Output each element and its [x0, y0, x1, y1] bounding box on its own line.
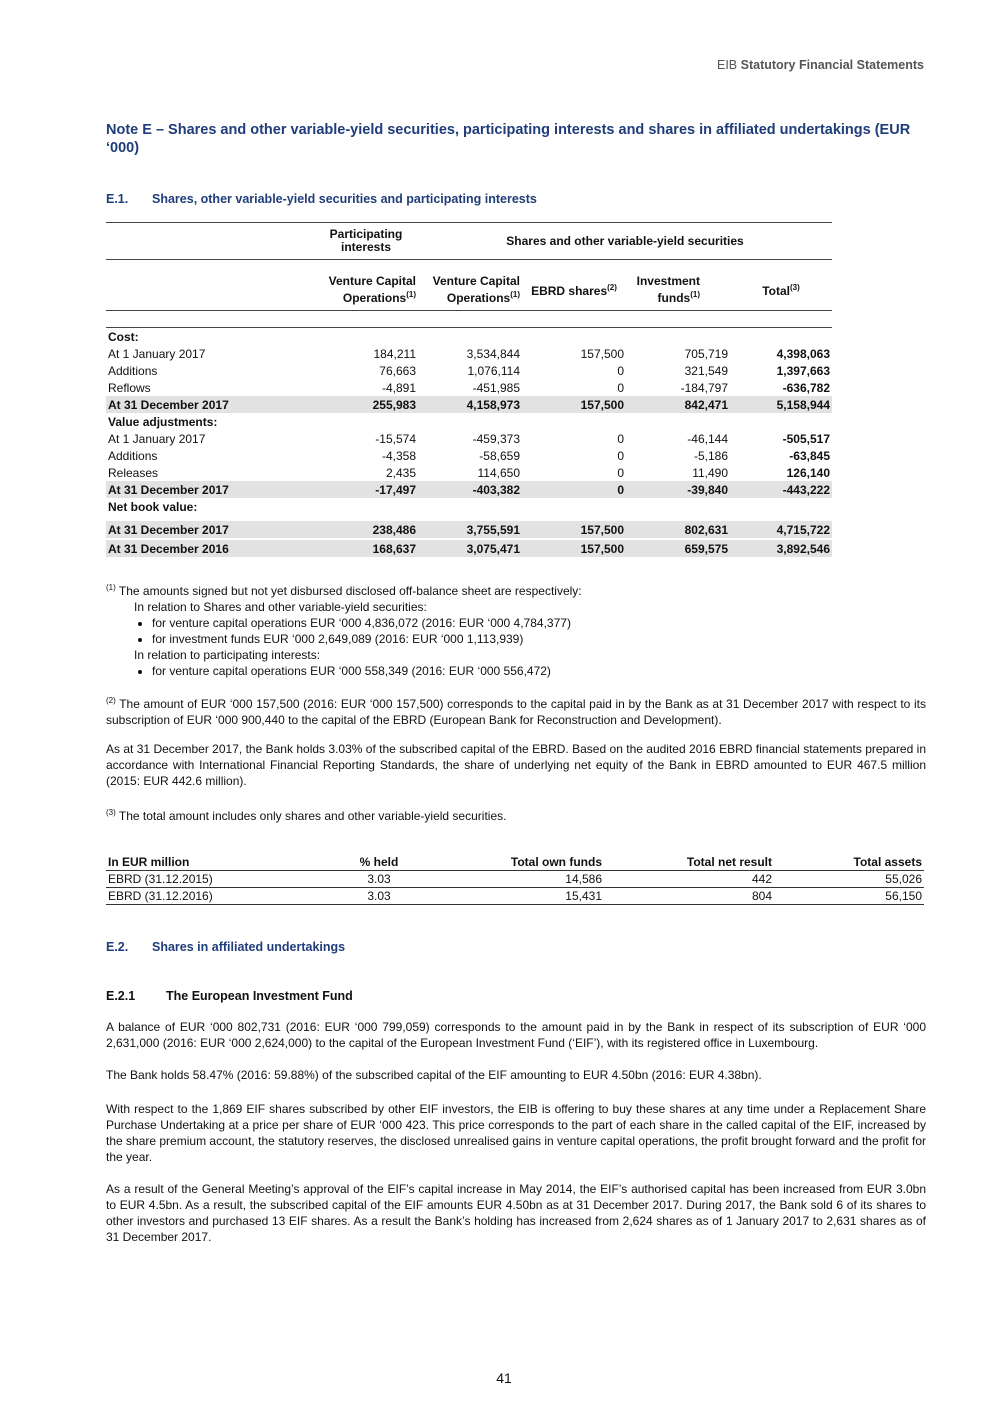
section-number: E.1.: [106, 192, 129, 206]
section-e2-heading: [106, 940, 345, 954]
list-item: • for investment funds EUR ‘000 2,649,089 (2016: EUR ‘000 1,113,939): [152, 631, 926, 647]
table-row: Additions -4,358 -58,659 0 -5,186 -63,845: [108, 448, 830, 463]
paragraph: The Bank holds 58.47% (2016: 59.88%) of the subscribed capital of the EIF amounting to EUR 4.50bn (2016: EUR 4.38bn).: [106, 1068, 762, 1082]
section-number: E.2.: [106, 940, 129, 954]
table-total-row: At 31 December 2016 168,637 3,075,471 157,500 659,575 3,892,546: [108, 541, 830, 556]
ebrd-table: [106, 855, 924, 905]
footnote-text: The amounts signed but not yet disbursed disclosed off-balance sheet are respectively:: [118, 584, 582, 598]
col-header-vc-shares: Venture Capital Operations$^{(1)}$: [418, 268, 522, 311]
list-item: • for venture capital operations EUR ‘000 558,349 (2016: EUR ‘000 556,472): [152, 663, 926, 679]
footnote-text: The total amount includes only shares and other variable-yield securities.: [118, 809, 507, 823]
section-title: The European Investment Fund: [166, 989, 353, 1003]
table-group-header-row: [106, 223, 832, 260]
col-header-total: Total$^{(3)}$: [730, 268, 832, 311]
table-row: At 1 January 2017 184,211 3,534,844 157,500 705,719 4,398,063: [108, 346, 830, 361]
footnote-subheading: In relation to Shares and other variable-yield securities:: [134, 600, 427, 614]
section-row-net-book-value: Net book value:: [108, 499, 198, 514]
section-e21-heading: [106, 989, 353, 1003]
col-header-ebrd: EBRD shares$^{(2)}$: [522, 268, 626, 311]
footnote-1: [106, 580, 926, 679]
section-title: Shares, other variable-yield securities and participating interests: [152, 192, 537, 206]
footnote-2: [106, 693, 926, 728]
table-row: Additions 76,663 1,076,114 0 321,549 1,397,663: [108, 363, 830, 378]
paragraph: A balance of EUR ‘000 802,731 (2016: EUR ‘000 799,059) corresponds to the amount paid in by the Bank in respect of its subscription of EUR ‘000 2,631,000 (2016: EUR ‘000 2,624,000) to the capital of the European Investment Fund (‘EIF’), with its registered office in Luxembourg.: [106, 1020, 926, 1050]
table-row: Reflows -4,891 -451,985 0 -184,797 -636,782: [108, 380, 830, 395]
col-header-vc-participating: Venture Capital Operations$^{(1)}$: [314, 268, 418, 311]
col-header-investment-funds: Investment funds$^{(1)}$: [626, 268, 730, 311]
footnote-text: The amount of EUR ‘000 157,500 (2016: EUR ‘000 157,500) corresponds to the capital paid in by the Bank as at 31 December 2017 with respect to its subscription of EUR ‘000 900,440 to the capital of the EBRD (European Bank for Reconstruction and Development).: [106, 697, 926, 727]
header-title: Statutory Financial Statements: [740, 58, 924, 72]
note-title: Note E – Shares and other variable-yield securities, participating interests and shares in affiliated undertakings (EUR ‘000): [106, 122, 911, 156]
empty-header-cell: [106, 223, 314, 260]
empty-header-cell: [106, 268, 314, 311]
paragraph: With respect to the 1,869 EIF shares subscribed by other EIF investors, the EIB is offering to buy these shares at any time under a Replacement Share Purchase Undertaking at a price per share of EUR ‘000 423. This price corresponds to the part of each share in the called capital of the EIF, increased by the share premium account, the statutory reserves, the disclosed unrealised gains in venture capital operations, the profit brought forward and the profit for the year.: [106, 1102, 926, 1164]
section-e1-heading: [106, 192, 537, 206]
footnote-marker: (3): [106, 808, 116, 817]
table-total-row: At 31 December 2017 238,486 3,755,591 157,500 802,631 4,715,722: [108, 522, 830, 537]
paragraph: As a result of the General Meeting’s approval of the EIF’s capital increase in May 2014, the EIF’s authorised capital has been increased from EUR 3.0bn to EUR 4.5bn. As a result, the subscribed capital of the EIF amounts EUR 4.50bn as at 31 December 2017. During 2017, the Bank sold 6 of its shares to other investors and purchased 13 EIF shares. As a result the Bank’s holding has increased from 2,624 shares as of 1 January 2017 to 2,631 shares as of 31 December 2017.: [106, 1182, 926, 1244]
table-column-header-row: [106, 268, 832, 311]
header-prefix: EIB: [716, 58, 738, 72]
page-header: [717, 58, 924, 72]
group-participating-interests: Participating interests: [314, 223, 418, 260]
section-number: E.2.1: [106, 989, 136, 1003]
list-item: • for venture capital operations EUR ‘000 4,836,072 (2016: EUR ‘000 4,784,377): [152, 615, 926, 631]
table-row: EBRD (31.12.2015) 3.03 14,586 442 55,026: [108, 872, 922, 886]
table-total-row: At 31 December 2017 -17,497 -403,382 0 -39,840 -443,222: [108, 482, 830, 497]
page-number: 41: [496, 1370, 512, 1386]
footnote-marker: (1): [106, 583, 116, 592]
footnote-3: [106, 805, 926, 824]
table-header-row: In EUR million % held Total own funds Total net result Total assets: [108, 855, 922, 869]
section-row-cost: Cost:: [106, 328, 832, 346]
footnote-subheading: In relation to participating interests:: [134, 648, 321, 662]
table-row: EBRD (31.12.2016) 3.03 15,431 804 56,150: [108, 889, 922, 903]
footnote-marker: (2): [106, 696, 116, 705]
section-row-value-adjustments: Value adjustments:: [108, 414, 218, 429]
group-shares-securities: Shares and other variable-yield securities: [418, 223, 832, 260]
table-row: Releases 2,435 114,650 0 11,490 126,140: [108, 465, 830, 480]
ebrd-paragraph: As at 31 December 2017, the Bank holds 3.03% of the subscribed capital of the EBRD. Based on the audited 2016 EBRD financial statements prepared in accordance with International Financial Reporting Standards, the share of underlying net equity of the Bank in EBRD amounted to EUR 467.5 million (2015: EUR 442.6 million).: [106, 742, 926, 788]
shares-table: [106, 222, 832, 557]
section-title: Shares in affiliated undertakings: [152, 940, 346, 954]
table-total-row: At 31 December 2017 255,983 4,158,973 157,500 842,471 5,158,944: [108, 397, 830, 412]
table-row: At 1 January 2017 -15,574 -459,373 0 -46,144 -505,517: [108, 431, 830, 446]
